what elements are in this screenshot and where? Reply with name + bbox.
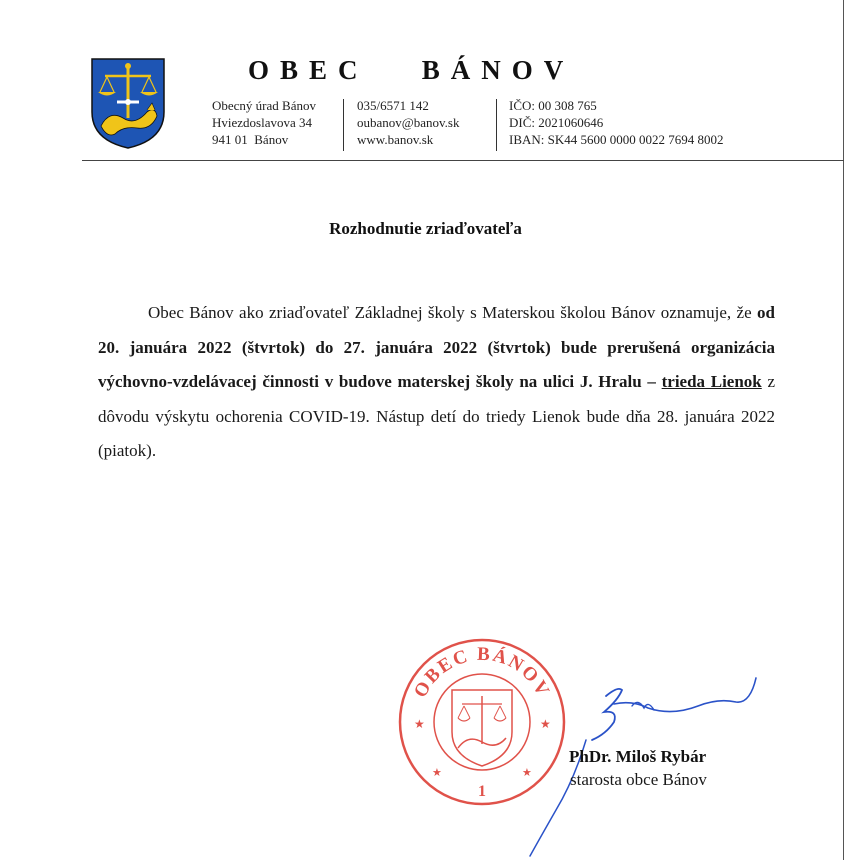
stamp-number: 1: [478, 783, 486, 800]
body-text-intro: Obec Bánov ako zriaďovateľ Základnej školy s Materskou školou Bánov oznamuje, že: [148, 303, 758, 322]
class-name-highlight: trieda Lienok: [661, 372, 762, 391]
stamp-text: OBEC BÁNOV: [410, 643, 555, 702]
svg-text:★: ★: [540, 717, 551, 731]
contact-block: [357, 97, 459, 148]
document-title: Rozhodnutie zriaďovateľa: [329, 219, 522, 238]
document-body: [98, 296, 775, 469]
address-block: [212, 97, 316, 148]
header-divider: [496, 99, 497, 151]
dic-number: DIČ: 2021060646: [509, 115, 604, 130]
office-name: Obecný úrad Bánov: [212, 98, 316, 113]
svg-text:★: ★: [522, 766, 532, 779]
header-divider-line: [82, 160, 844, 161]
signatory-name: PhDr. Miloš Rybár: [569, 747, 707, 766]
street-address: Hviezdoslavova 34: [212, 115, 313, 130]
ico-number: IČO: 00 308 765: [509, 98, 597, 113]
svg-text:★: ★: [414, 717, 425, 731]
body-text-end: z dôvodu výskytu ochorenia COVID-19. Nástup detí do triedy Lienok bude dňa 28. januára 2022 (piatok).: [98, 372, 776, 460]
phone-number: 035/6571 142: [357, 98, 429, 113]
body-text-bold: od 20. januára 2022 (štvrtok) do 27. januára 2022 (štvrtok) bude prerušená organizácia výchovno-vzdelávacej činnosti v budove materskej školy na ulici J. Hralu –: [98, 303, 775, 391]
postal-city: 941 01 Bánov: [212, 132, 289, 147]
header-divider: [343, 99, 344, 151]
website-link[interactable]: www.banov.sk: [357, 132, 434, 147]
iban-number: IBAN: SK44 5600 0000 0022 7694 8002: [509, 132, 724, 147]
ids-block: [509, 97, 724, 148]
coat-of-arms-icon: [89, 56, 167, 150]
organization-name: OBEC BÁNOV: [248, 55, 575, 85]
page-edge: [843, 0, 844, 860]
svg-text:★: ★: [432, 766, 442, 779]
email-link[interactable]: oubanov@banov.sk: [357, 115, 460, 130]
signatory-role: starosta obce Bánov: [570, 770, 707, 789]
